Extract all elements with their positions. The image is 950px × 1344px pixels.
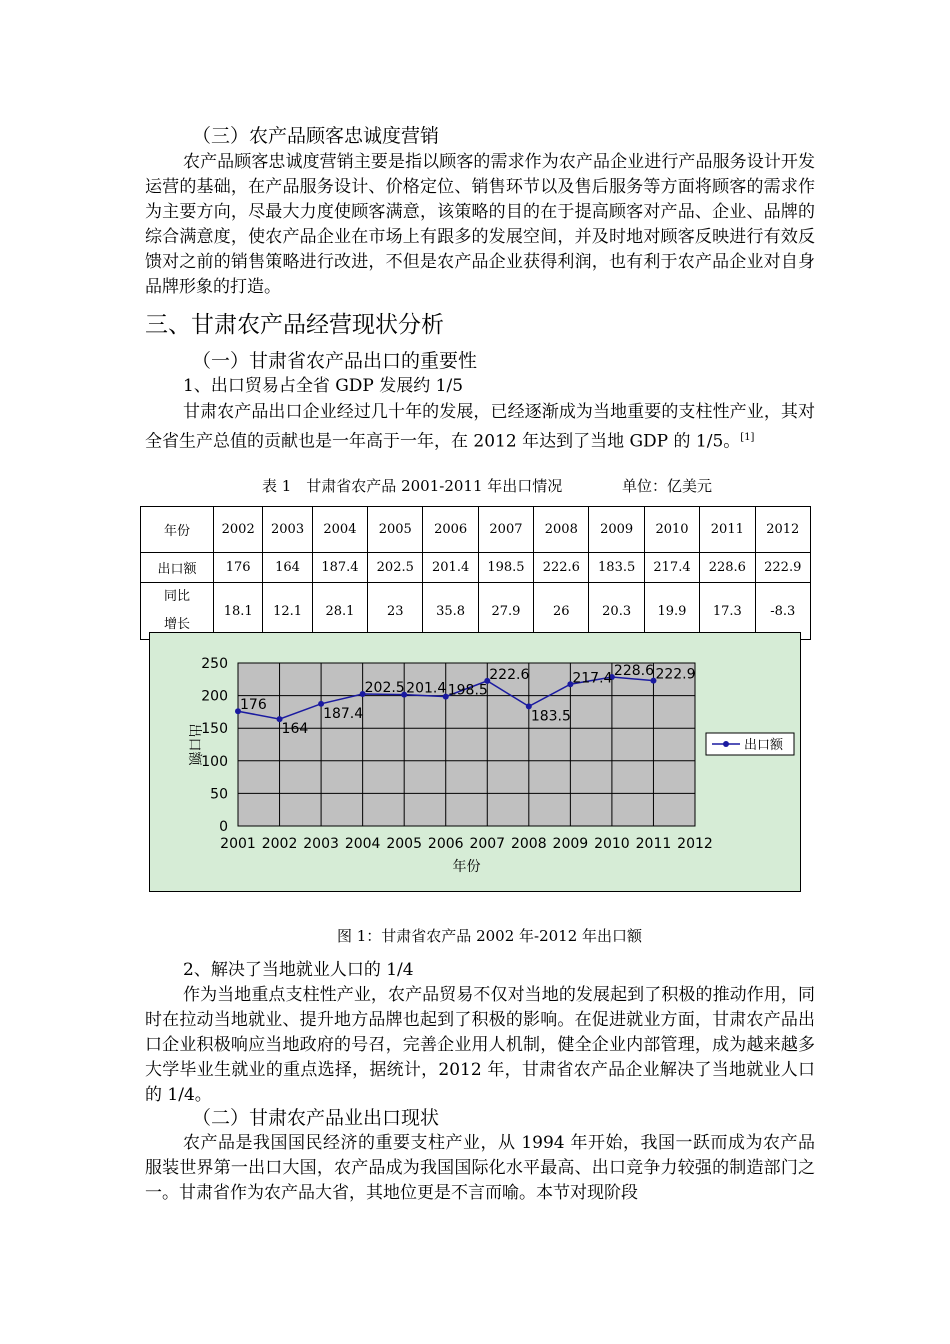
- data-label: 198.5: [447, 682, 488, 699]
- legend-label: 出口额: [744, 738, 784, 753]
- data-label: 201.4: [406, 680, 447, 697]
- item-title: 2、解决了当地就业人口的 1/4: [183, 960, 414, 980]
- table-cell: 27.9: [478, 583, 533, 640]
- x-tick-label: 2003: [303, 836, 339, 852]
- table-cell: 12.1: [263, 583, 312, 640]
- table-caption: 表 1 甘肃省农产品 2001-2011 年出口情况: [262, 477, 563, 495]
- x-tick-label: 2012: [677, 836, 713, 852]
- x-tick-label: 2007: [469, 836, 506, 852]
- table-cell: 2003: [263, 507, 312, 553]
- x-tick-label: 2009: [552, 836, 589, 852]
- y-tick-label: 150: [201, 721, 228, 738]
- table-cell: 201.4: [423, 553, 478, 583]
- x-tick-label: 2010: [594, 836, 630, 852]
- chart-legend: [706, 733, 794, 755]
- export-table: [140, 506, 811, 640]
- table-cell: 198.5: [478, 553, 533, 583]
- x-axis-label: 年份: [452, 859, 481, 875]
- table-cell: 176: [214, 553, 263, 583]
- row-header: 出口额: [141, 553, 214, 583]
- item-title: 1、出口贸易占全省 GDP 发展约 1/5: [183, 376, 464, 396]
- citation-ref: [1]: [740, 432, 755, 443]
- section-heading: （三）农产品顾客忠诚度营销: [192, 125, 440, 147]
- data-label: 222.9: [655, 666, 696, 683]
- y-axis-label: 出口额: [186, 723, 202, 766]
- x-tick-label: 2005: [386, 836, 423, 852]
- table-cell: 19.9: [644, 583, 699, 640]
- row-header: 年份: [141, 507, 214, 553]
- figure-caption: 图 1：甘肃省农产品 2002 年-2012 年出口额: [337, 927, 643, 945]
- table-cell: 2009: [589, 507, 644, 553]
- table-cell: 2008: [534, 507, 589, 553]
- y-tick-label: 0: [219, 819, 228, 835]
- item-paragraph: 作为当地重点支柱性产业，农产品贸易不仅对当地的发展起到了积极的推动作用，同时在拉动当地就业、提升地方品牌也起到了积极的影响。在促进就业方面，甘肃农产品出口企业积极响应当地政府的号召，完善企业用人机制，健全企业内部管理，成为越来越多大学毕业生就业的重点选择，据统计，2012 年，甘肃省农产品企业解决了当地就业人口的 1/4。: [145, 985, 815, 1105]
- part-paragraph: 农产品是我国国民经济的重要支柱产业，从 1994 年开始，我国一跃而成为农产品服装世界第一出口大国，农产品成为我国国际化水平最高、出口竞争力较强的制造部门之一。甘肃省作为农产品大省，其地位更是不言而喻。本节对现阶段: [145, 1133, 815, 1203]
- y-tick-label: 250: [201, 656, 228, 672]
- data-label: 176: [240, 697, 267, 714]
- table-cell: 222.6: [534, 553, 589, 583]
- table-cell: 2006: [423, 507, 478, 553]
- table-cell: 187.4: [312, 553, 367, 583]
- table-cell: 18.1: [214, 583, 263, 640]
- data-label: 183.5: [530, 708, 571, 725]
- item-paragraph: 甘肃农产品出口企业经过几十年的发展，已经逐渐成为当地重要的支柱性产业，其对全省生产总值的贡献也是一年高于一年，在 2012 年达到了当地 GDP 的 1/5。[1]: [145, 402, 815, 452]
- row-header: 同比 增长: [141, 583, 214, 640]
- table-cell: 2002: [214, 507, 263, 553]
- table-cell: 35.8: [423, 583, 478, 640]
- line-chart-svg: [150, 633, 800, 891]
- table-row: [141, 583, 811, 640]
- x-tick-label: 2002: [261, 836, 298, 852]
- table-cell: -8.3: [755, 583, 811, 640]
- table-cell: 17.3: [700, 583, 755, 640]
- y-tick-label: 50: [210, 786, 228, 803]
- table-cell: 2004: [312, 507, 367, 553]
- table-unit: 单位：亿美元: [622, 477, 713, 495]
- part-heading: （二）甘肃农产品业出口现状: [192, 1107, 440, 1129]
- data-label: 217.4: [572, 670, 613, 687]
- table-cell: 2011: [700, 507, 755, 553]
- table-cell: 228.6: [700, 553, 755, 583]
- table-cell: 20.3: [589, 583, 644, 640]
- table-row: [141, 553, 811, 583]
- table-cell: 222.9: [755, 553, 811, 583]
- section-paragraph: 农产品顾客忠诚度营销主要是指以顾客的需求作为农产品企业进行产品服务设计开发运营的基础，在产品服务设计、价格定位、销售环节以及售后服务等方面将顾客的需求作为主要方向，尽最大力度使顾客满意，该策略的目的在于提高顾客对产品、企业、品牌的综合满意度，使农产品企业在市场上有跟多的发展空间，并及时地对顾客反映进行有效反馈对之前的销售策略进行改进，不但是农产品企业获得利润，也有利于农产品企业对自身品牌形象的打造。: [145, 152, 815, 297]
- table-cell: 2010: [644, 507, 699, 553]
- table-cell: 217.4: [644, 553, 699, 583]
- chapter-heading: 三、甘肃农产品经营现状分析: [145, 312, 444, 338]
- x-tick-label: 2004: [344, 836, 381, 852]
- table-cell: 164: [263, 553, 312, 583]
- x-tick-label: 2008: [510, 836, 547, 852]
- data-label: 202.5: [364, 679, 405, 696]
- part-heading: （一）甘肃省农产品出口的重要性: [192, 350, 478, 372]
- data-label: 187.4: [323, 705, 364, 722]
- data-label: 228.6: [613, 662, 655, 679]
- table-row: [141, 507, 811, 553]
- table-cell: 2012: [755, 507, 811, 553]
- x-tick-label: 2006: [427, 836, 464, 852]
- x-tick-label: 2001: [220, 836, 256, 852]
- data-label: 164: [281, 721, 309, 738]
- table-cell: 202.5: [368, 553, 423, 583]
- y-tick-label: 200: [201, 688, 228, 705]
- x-tick-label: 2011: [635, 836, 672, 852]
- y-tick-label: 100: [201, 753, 228, 770]
- export-chart: [149, 632, 801, 892]
- table-cell: 23: [368, 583, 423, 640]
- table-cell: 183.5: [589, 553, 644, 583]
- data-label: 222.6: [489, 666, 530, 683]
- table-cell: 26: [534, 583, 589, 640]
- table-cell: 2005: [368, 507, 423, 553]
- table-cell: 28.1: [312, 583, 367, 640]
- table-cell: 2007: [478, 507, 533, 553]
